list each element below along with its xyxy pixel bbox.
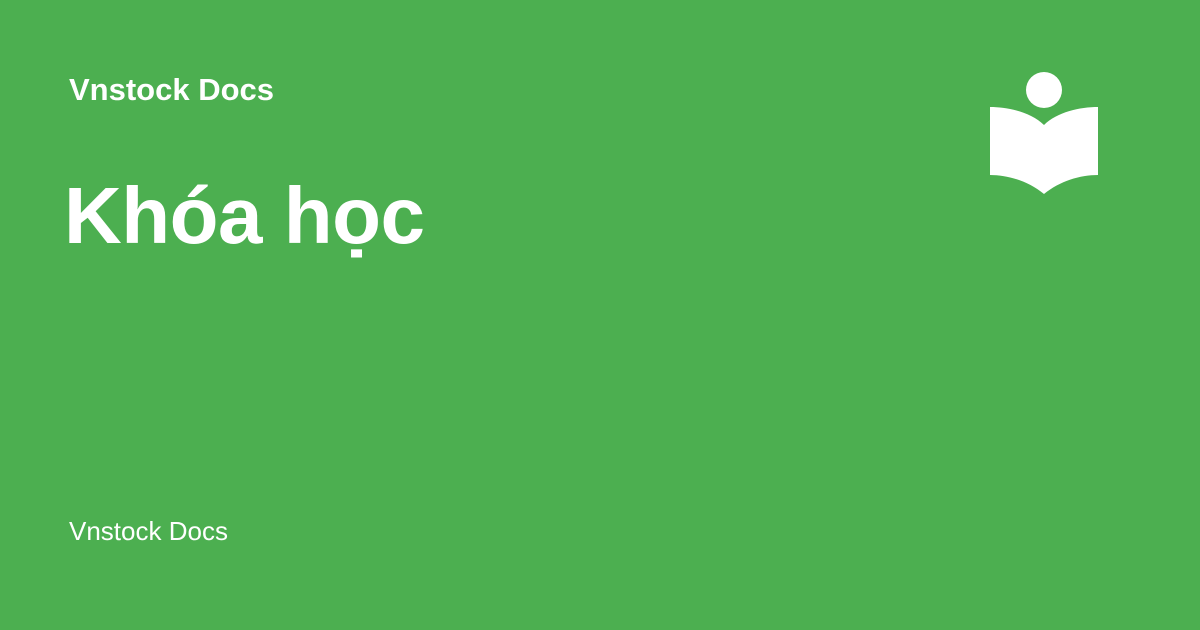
reader-head (1026, 72, 1062, 108)
open-book-shape (990, 107, 1098, 194)
footer-site-name: Vnstock Docs (69, 516, 228, 546)
site-name: Vnstock Docs (69, 72, 275, 107)
book-reader-icon (986, 68, 1102, 198)
page-title: Khóa học (64, 171, 425, 260)
